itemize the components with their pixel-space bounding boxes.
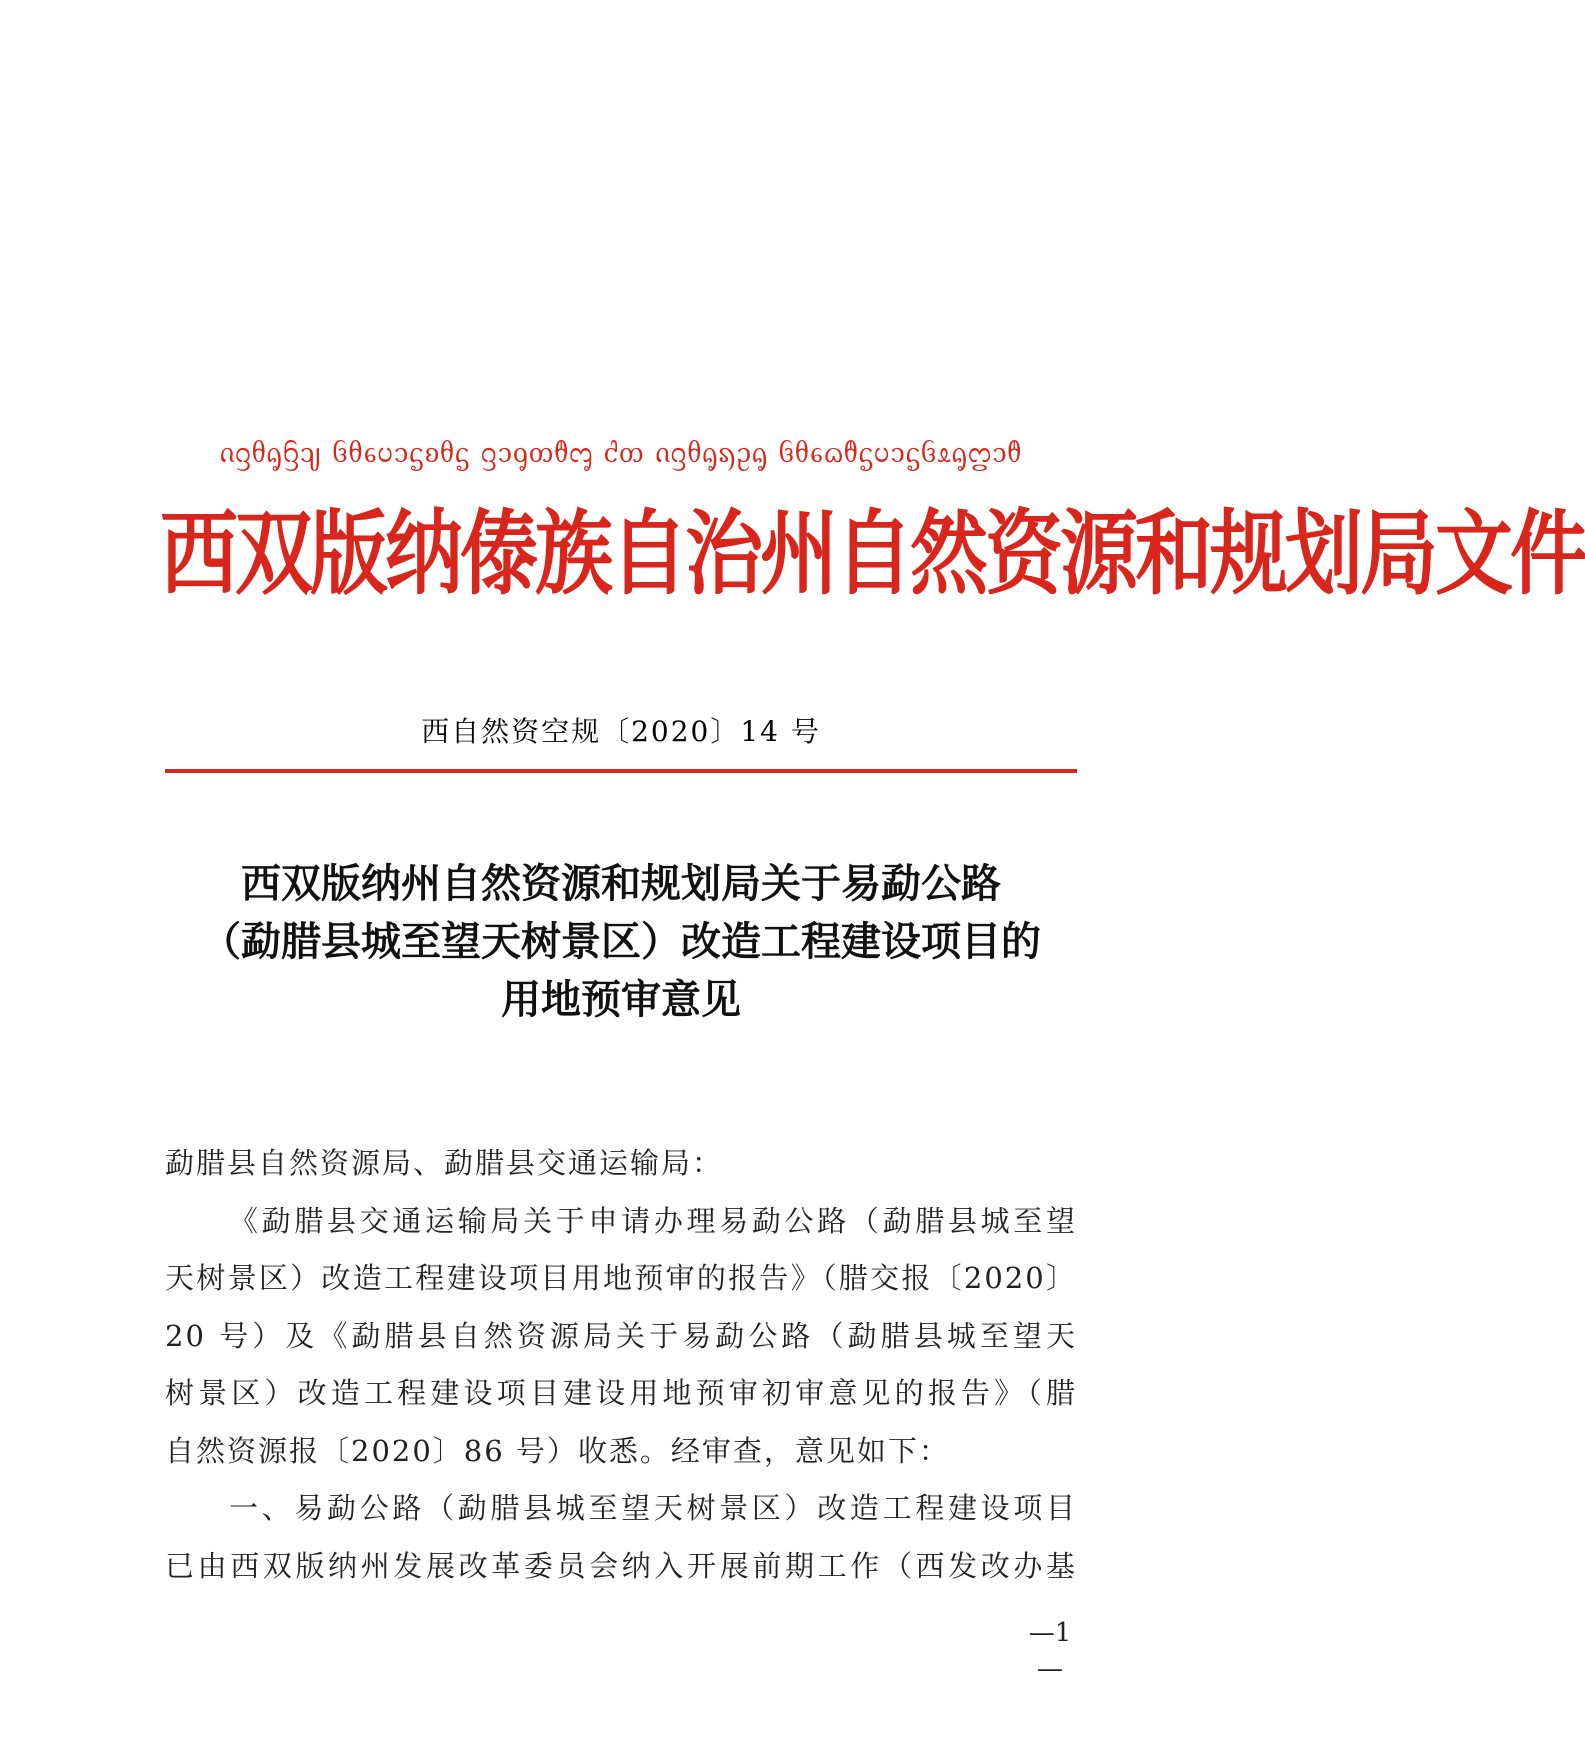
issuing-authority-title: 西双版纳傣族自治州自然资源和规划局文件 [160, 500, 1585, 609]
body-line: 已由西双版纳州发展改革委员会纳入开展前期工作（西发改办基 [165, 1548, 1077, 1583]
page-number: —1— [1028, 1618, 1072, 1684]
body-line: 天树景区）改造工程建设项目用地预审的报告》（腊交报〔2020〕 [165, 1261, 1077, 1295]
body-line: 《勐腊县交通运输局关于申请办理易勐公路（勐腊县城至望 [229, 1203, 1077, 1238]
body-line: 自然资源报〔2020〕86 号）收悉。经审查，意见如下： [165, 1433, 950, 1468]
addressee-line: 勐腊县自然资源局、勐腊县交通运输局： [165, 1146, 724, 1180]
document-title-line: 西双版纳州自然资源和规划局关于易勐公路 [241, 860, 1001, 907]
body-line: 20 号）及《勐腊县自然资源局关于易勐公路（勐腊县城至望天 [165, 1318, 1077, 1353]
red-divider-line [165, 769, 1077, 773]
body-line: 一、易勐公路（勐腊县城至望天树景区）改造工程建设项目 [229, 1491, 1077, 1525]
document-title-line: 用地预审意见 [501, 976, 741, 1023]
body-line: 树景区）改造工程建设项目建设用地预审初审意见的报告》（腊 [165, 1376, 1077, 1410]
document-title-line: （勐腊县城至望天树景区）改造工程建设项目的 [201, 918, 1041, 965]
dai-script-header: ᦵᦋᦲᧂᦌᦻ ᦑᦲᧈᦢᦱᧃᦈᦲᧃ ᦋᦱᧁᦎᦹᧅ ᦺᦎ ᦵᦋᦲᧂᦣᦳᧂ ᦑᦲᧈᦒᦹᧃᦢᦱᧃᦑᦸᧂᦦᦱᦹ [219, 435, 1023, 470]
document-body [165, 1135, 1077, 1595]
document-title [165, 855, 1077, 1029]
document-number: 西自然资空规〔2020〕14 号 [421, 715, 821, 748]
